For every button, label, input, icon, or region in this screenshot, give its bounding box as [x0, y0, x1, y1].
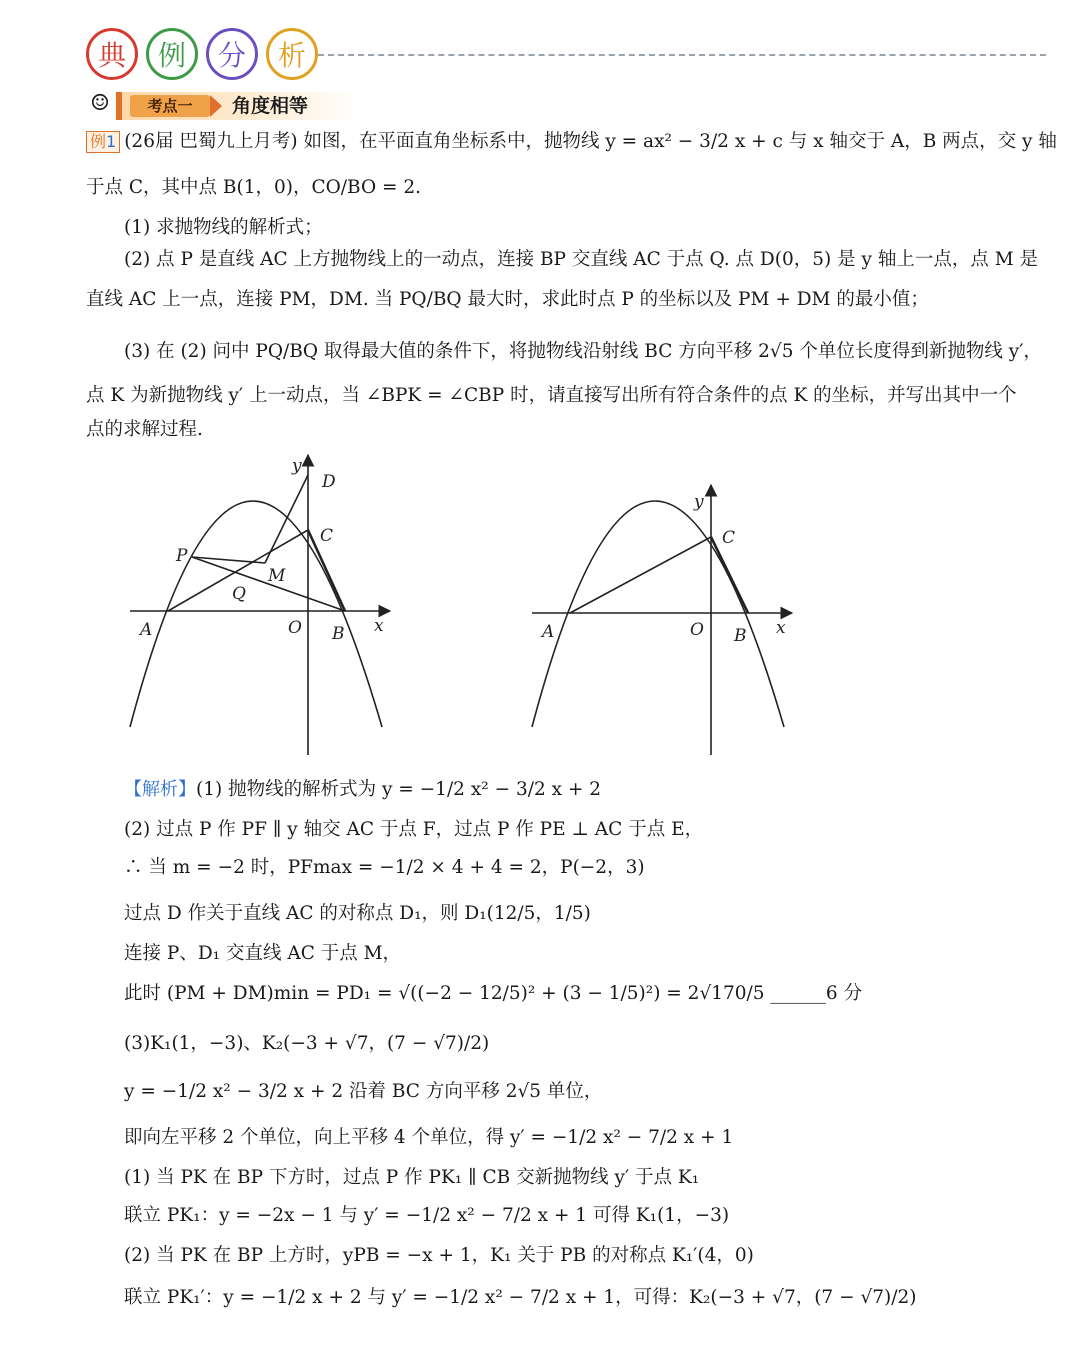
student-icon: ☺ — [90, 91, 110, 116]
figure-2 — [532, 485, 792, 755]
badge-char: 典 — [97, 39, 126, 72]
example-tag — [86, 131, 120, 153]
topic-title: 角度相等 — [232, 95, 309, 117]
fig1-line-DM — [265, 475, 308, 563]
solution-line-10: (1) 当 PK 在 BP 下方时，过点 P 作 PK₁ ∥ CB 交新抛物线 y′ 于点 K₁ — [124, 1167, 700, 1188]
header-badge-2 — [146, 28, 198, 80]
example-tag-number: 1 — [106, 132, 117, 151]
section-header — [86, 28, 1046, 82]
header-badge-3 — [206, 28, 258, 80]
fig2-label-C: C — [722, 528, 736, 548]
fig2-line-CB — [711, 537, 748, 613]
fig1-label-x: x — [374, 616, 384, 636]
solution-line-5: 连接 P、D₁ 交直线 AC 于点 M， — [124, 943, 402, 964]
fig1-label-Q: Q — [232, 584, 246, 604]
header-badge-4 — [266, 28, 318, 80]
fig2-line-AC — [570, 537, 711, 613]
solution-line-2: (2) 过点 P 作 PF ∥ y 轴交 AC 于点 F，过点 P 作 PE ⊥ AC 于点 E， — [124, 819, 704, 840]
badge-char: 分 — [217, 39, 246, 72]
solution-line-4: 过点 D 作关于直线 AC 的对称点 D₁，则 D₁(12/5，1/5) — [124, 903, 591, 924]
figure-area — [0, 445, 1080, 765]
problem-line-3: (1) 求抛物线的解析式； — [124, 217, 323, 238]
fig2-label-x: x — [776, 618, 786, 638]
fig1-label-D: D — [322, 472, 336, 492]
fig2-label-y: y — [694, 492, 704, 512]
fig1-label-A: A — [140, 620, 153, 640]
problem-line-2: 于点 C，其中点 B(1，0)，CO/BO = 2. — [86, 177, 422, 198]
fig2-label-A: A — [542, 622, 555, 642]
topic-label: 考点一 — [130, 95, 210, 117]
problem-line-8: 点的求解过程. — [86, 419, 203, 440]
solution-line-1 — [124, 778, 601, 802]
solution-answer-1: (1) 抛物线的解析式为 y = −1/2 x² − 3/2 x + 2 — [196, 779, 602, 800]
topic-bar — [86, 88, 386, 122]
problem-line-1 — [86, 130, 1057, 154]
arrow-right-icon — [210, 95, 222, 117]
header-divider — [318, 54, 1046, 56]
fig1-parabola — [130, 501, 382, 727]
fig1-label-B: B — [332, 624, 345, 644]
problem-line-6: (3) 在 (2) 问中 PQ/BQ 取得最大值的条件下，将抛物线沿射线 BC 方向平移 2√5 个单位长度得到新抛物线 y′， — [124, 341, 1042, 362]
solution-line-11: 联立 PK₁：y = −2x − 1 与 y′ = −1/2 x² − 7/2 x + 1 可得 K₁(1，−3) — [124, 1205, 730, 1226]
problem-line-7: 点 K 为新抛物线 y′ 上一动点，当 ∠BPK = ∠CBP 时，请直接写出所有符合条件的点 K 的坐标，并写出其中一个 — [86, 385, 1017, 406]
solution-line-9: 即向左平移 2 个单位，向上平移 4 个单位，得 y′ = −1/2 x² − 7/2 x + 1 — [124, 1127, 734, 1148]
problem-line-5: 直线 AC 上一点，连接 PM，DM. 当 PQ/BQ 最大时，求此时点 P 的坐标以及 PM + DM 的最小值； — [86, 289, 929, 310]
solution-line-6: 此时 (PM + DM)min = PD₁ = √((−2 − 12/5)² + (3 − 1/5)²) = 2√170/5 ______6 分 — [124, 983, 863, 1004]
fig1-label-P: P — [176, 546, 188, 566]
figure-1 — [130, 455, 390, 755]
badge-char: 析 — [277, 39, 306, 72]
badge-char: 例 — [157, 39, 186, 72]
solution-line-8: y = −1/2 x² − 3/2 x + 2 沿着 BC 方向平移 2√5 单位， — [124, 1081, 603, 1102]
fig1-label-C: C — [320, 526, 334, 546]
fig2-parabola — [532, 501, 784, 727]
solution-line-12: (2) 当 PK 在 BP 上方时，yPB = −x + 1，K₁ 关于 PB 的对称点 K₁′(4，0) — [124, 1245, 754, 1266]
example-tag-prefix: 例 — [90, 132, 107, 151]
solution-line-7: (3)K₁(1，−3)、K₂(−3 + √7，(7 − √7)/2) — [124, 1033, 490, 1054]
fig2-label-O: O — [690, 620, 704, 640]
problem-text: (26届 巴蜀九上月考) 如图，在平面直角坐标系中，抛物线 y = ax² − 3/2 x + c 与 x 轴交于 A，B 两点，交 y 轴 — [124, 131, 1057, 152]
problem-line-4: (2) 点 P 是直线 AC 上方抛物线上的一动点，连接 BP 交直线 AC 于点 Q. 点 D(0，5) 是 y 轴上一点，点 M 是 — [124, 249, 1039, 270]
solution-line-13: 联立 PK₁′：y = −1/2 x + 2 与 y′ = −1/2 x² − 7/2 x + 1，可得：K₂(−3 + √7，(7 − √7)/2) — [124, 1287, 917, 1308]
fig1-label-M: M — [268, 566, 286, 586]
solution-line-3: ∴ 当 m = −2 时，PFmax = −1/2 × 4 + 4 = 2，P(−2，3) — [124, 857, 645, 878]
fig2-label-B: B — [734, 626, 747, 646]
fig1-label-y: y — [292, 456, 302, 476]
fig1-label-O: O — [288, 618, 302, 638]
fig1-line-PM — [192, 557, 265, 563]
header-badge-1 — [86, 28, 138, 80]
analysis-tag: 【解析】 — [124, 779, 196, 800]
